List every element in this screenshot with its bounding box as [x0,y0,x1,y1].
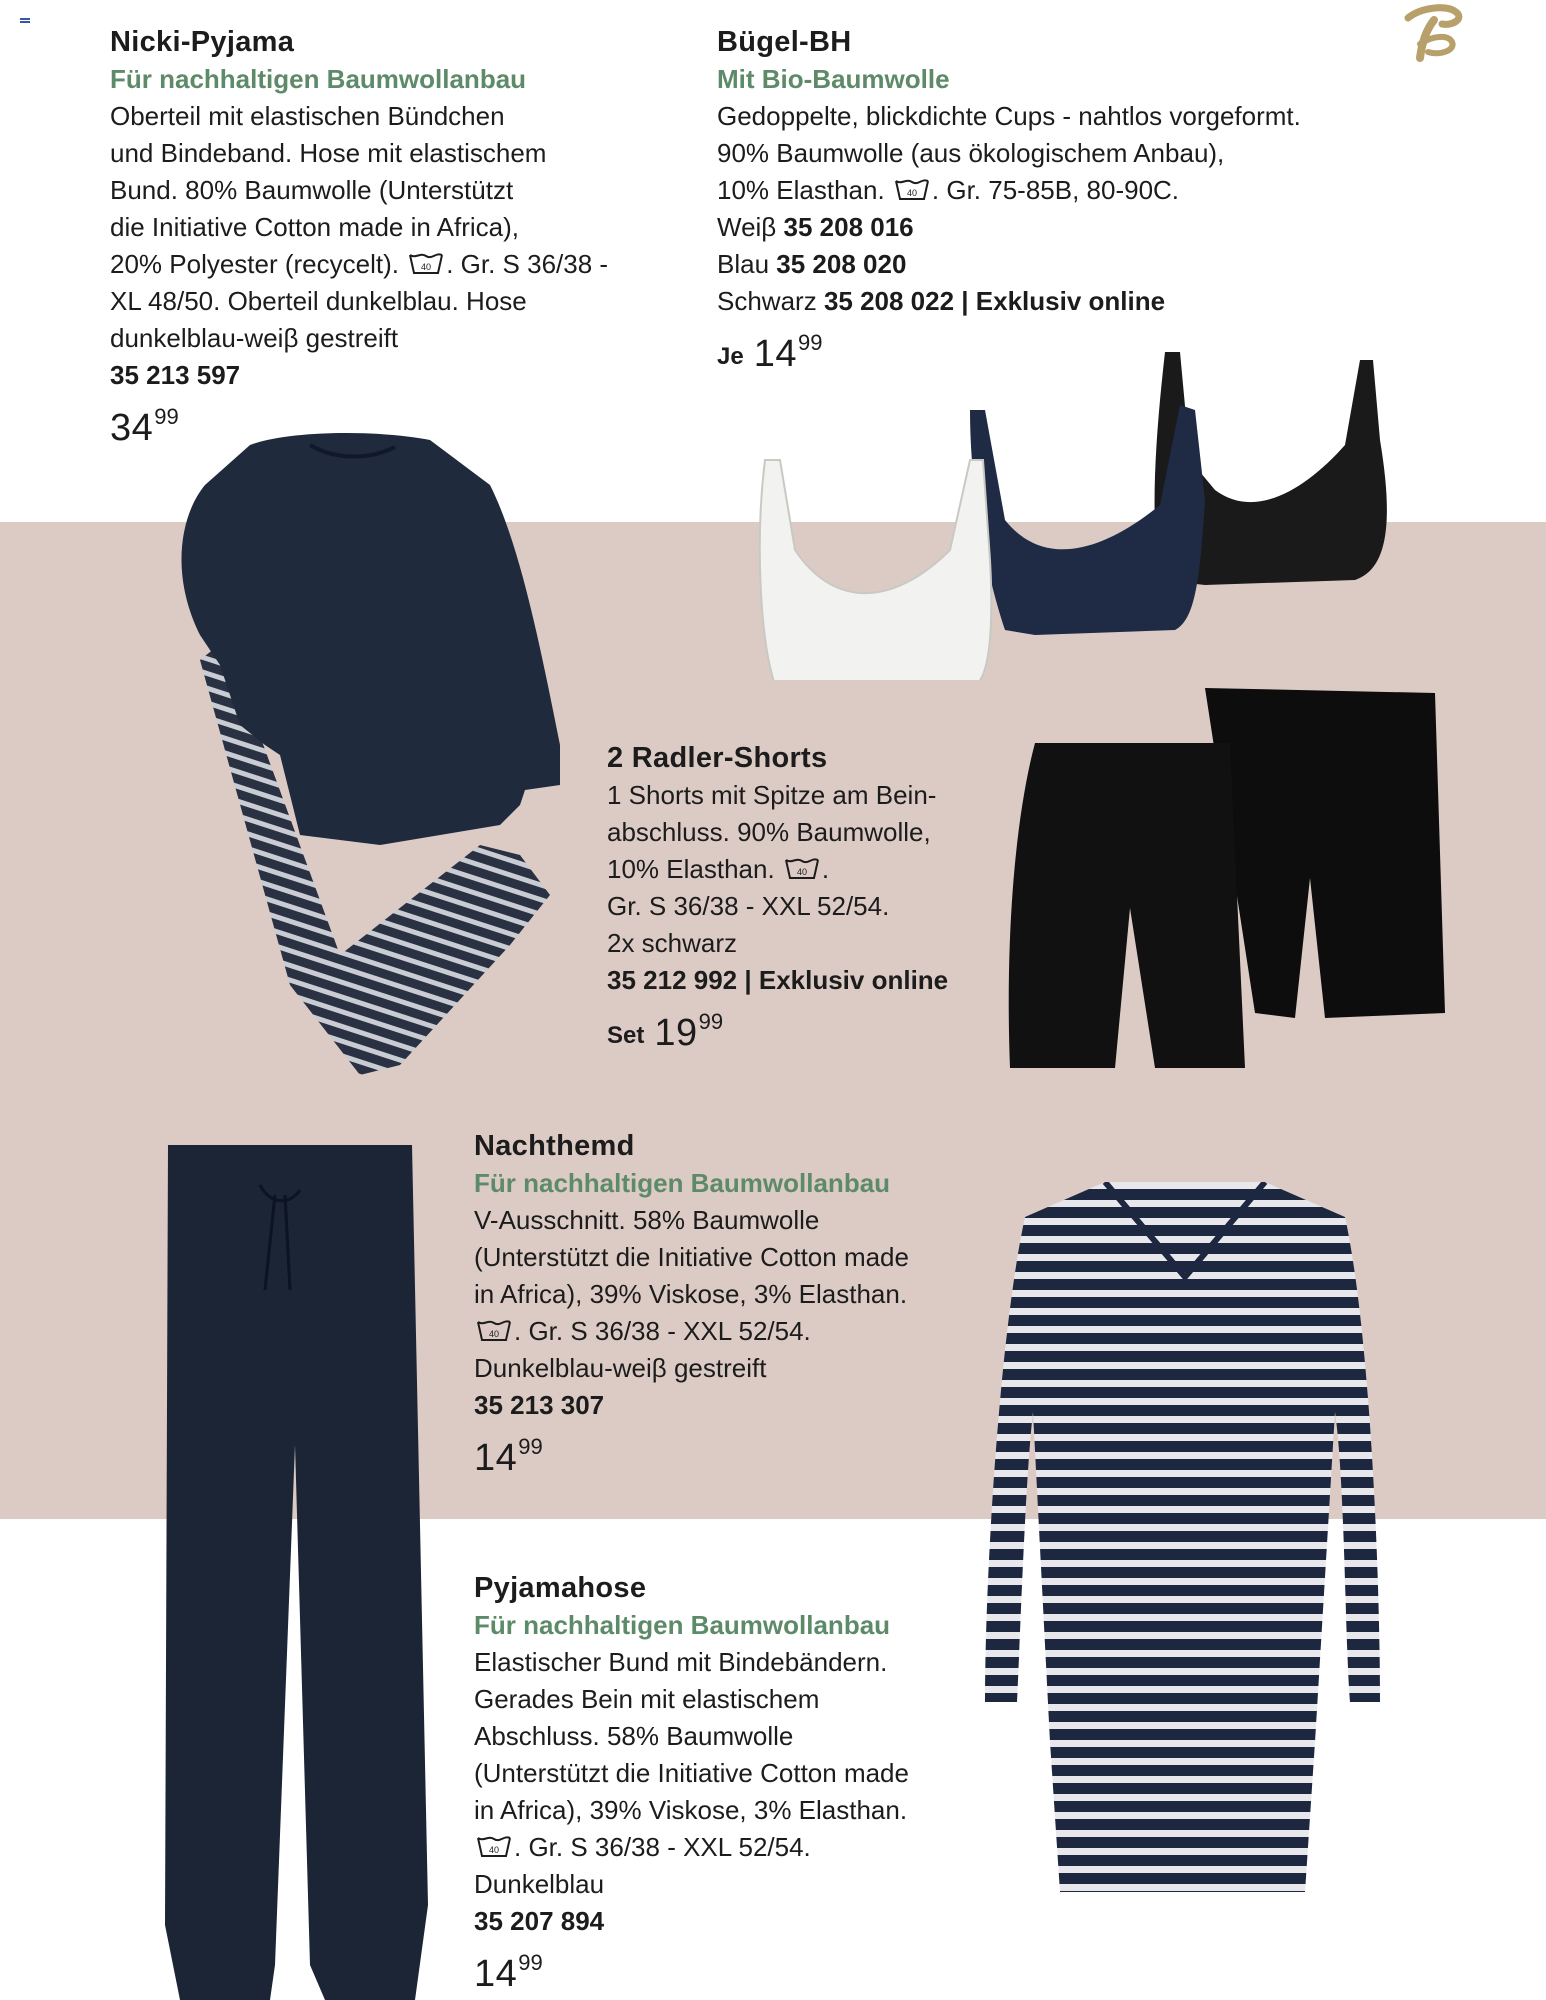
description-line: 20% Polyester (recycelt). 40 . Gr. S 36/38 - [110,249,609,279]
product-title: 2 Radler-Shorts [607,742,828,774]
brand-logo-icon [1390,0,1470,70]
description-line: XL 48/50. Oberteil dunkelblau. Hose [110,286,527,316]
product-title: Pyjamahose [474,1572,647,1604]
product-radler-shorts [607,740,948,1055]
svg-text:40: 40 [421,262,432,272]
variant-white: Weiβ 35 208 016 [717,212,914,242]
sustainability-claim: Für nachhaltigen Baumwollanbau [474,1168,891,1198]
radler-shorts-image [1005,688,1450,1068]
menu-icon[interactable] [20,18,30,26]
description-line: 2x schwarz [607,928,738,958]
wash-40-icon [476,1835,512,1859]
description-line: V-Ausschnitt. 58% Baumwolle [474,1205,820,1235]
description-line: die Initiative Cotton made in Africa), [110,212,519,242]
description-line: 10% Elasthan. 40 . [607,854,830,884]
sustainability-claim: Mit Bio-Baumwolle [717,64,950,94]
pyjama-image [130,425,580,1085]
nachthemd-image [985,1182,1385,1892]
article-number: 35 212 992 | Exklusiv online [607,965,949,995]
variant-blue: Blau 35 208 020 [717,249,907,279]
wash-40-icon [476,1319,512,1343]
description-line: 1 Shorts mit Spitze am Bein- [607,780,937,810]
description-line: (Unterstützt die Initiative Cotton made [474,1242,909,1272]
description-line: 40 . Gr. S 36/38 - XXL 52/54. [474,1313,909,1350]
svg-text:40: 40 [906,188,917,198]
description-line: Gedoppelte, blickdichte Cups - nahtlos vorgeformt. [717,101,1301,131]
description-line: Elastischer Bund mit Bindebändern. [474,1647,888,1677]
description-line: Dunkelblau-weiβ gestreift [474,1353,767,1383]
description-line: und Bindeband. Hose mit elastischem [110,138,547,168]
description-line: Oberteil mit elastischen Bündchen [110,101,505,131]
description-line: Gr. S 36/38 - XXL 52/54. [607,891,890,921]
price: 1499 [474,1950,543,1995]
product-nachthemd [474,1128,909,1480]
bra-image [755,340,1425,680]
product-buegel-bh [717,24,1301,376]
product-title: Nicki-Pyjama [110,26,295,58]
description-line: in Africa), 39% Viskose, 3% Elasthan. [474,1279,908,1309]
product-pyjamahose [474,1570,909,1996]
description-line: 90% Baumwolle (aus ökologischem Anbau), [717,138,1225,168]
description-line: dunkelblau-weiβ gestreift [110,323,399,353]
product-title: Bügel-BH [717,26,852,58]
description-line: (Unterstützt die Initiative Cotton made [474,1758,909,1788]
svg-text:40: 40 [488,1845,500,1855]
wash-40-icon [408,252,444,276]
wash-40-icon [784,857,820,881]
description-line: Bund. 80% Baumwolle (Unterstützt [110,175,514,205]
price: Je 1499 [717,330,823,375]
description-line: Gerades Bein mit elastischem [474,1684,820,1714]
description-line: abschluss. 90% Baumwolle, [607,817,931,847]
wash-40-icon [894,178,930,202]
pyjamahose-image [160,1145,430,2000]
svg-text:40: 40 [488,1329,500,1339]
description-line: in Africa), 39% Viskose, 3% Elasthan. [474,1795,908,1825]
svg-text:40: 40 [796,867,807,877]
product-nicki-pyjama [110,24,608,450]
price: 1499 [474,1434,543,1479]
price: Set 1999 [607,1009,724,1054]
product-title: Nachthemd [474,1130,635,1162]
description-line: Dunkelblau [474,1869,605,1899]
article-number: 35 213 307 [474,1390,605,1420]
sustainability-claim: Für nachhaltigen Baumwollanbau [474,1610,891,1640]
article-number: 35 213 597 [110,360,241,390]
sustainability-claim: Für nachhaltigen Baumwollanbau [110,64,527,94]
variant-black: Schwarz 35 208 022 | Exklusiv online [717,286,1166,316]
price: 3499 [110,404,179,449]
description-line: 10% Elasthan. 40 . Gr. 75-85B, 80-90C. [717,175,1180,205]
article-number: 35 207 894 [474,1906,605,1936]
description-line: Abschluss. 58% Baumwolle [474,1721,794,1751]
description-line: 40 . Gr. S 36/38 - XXL 52/54. [474,1829,909,1866]
